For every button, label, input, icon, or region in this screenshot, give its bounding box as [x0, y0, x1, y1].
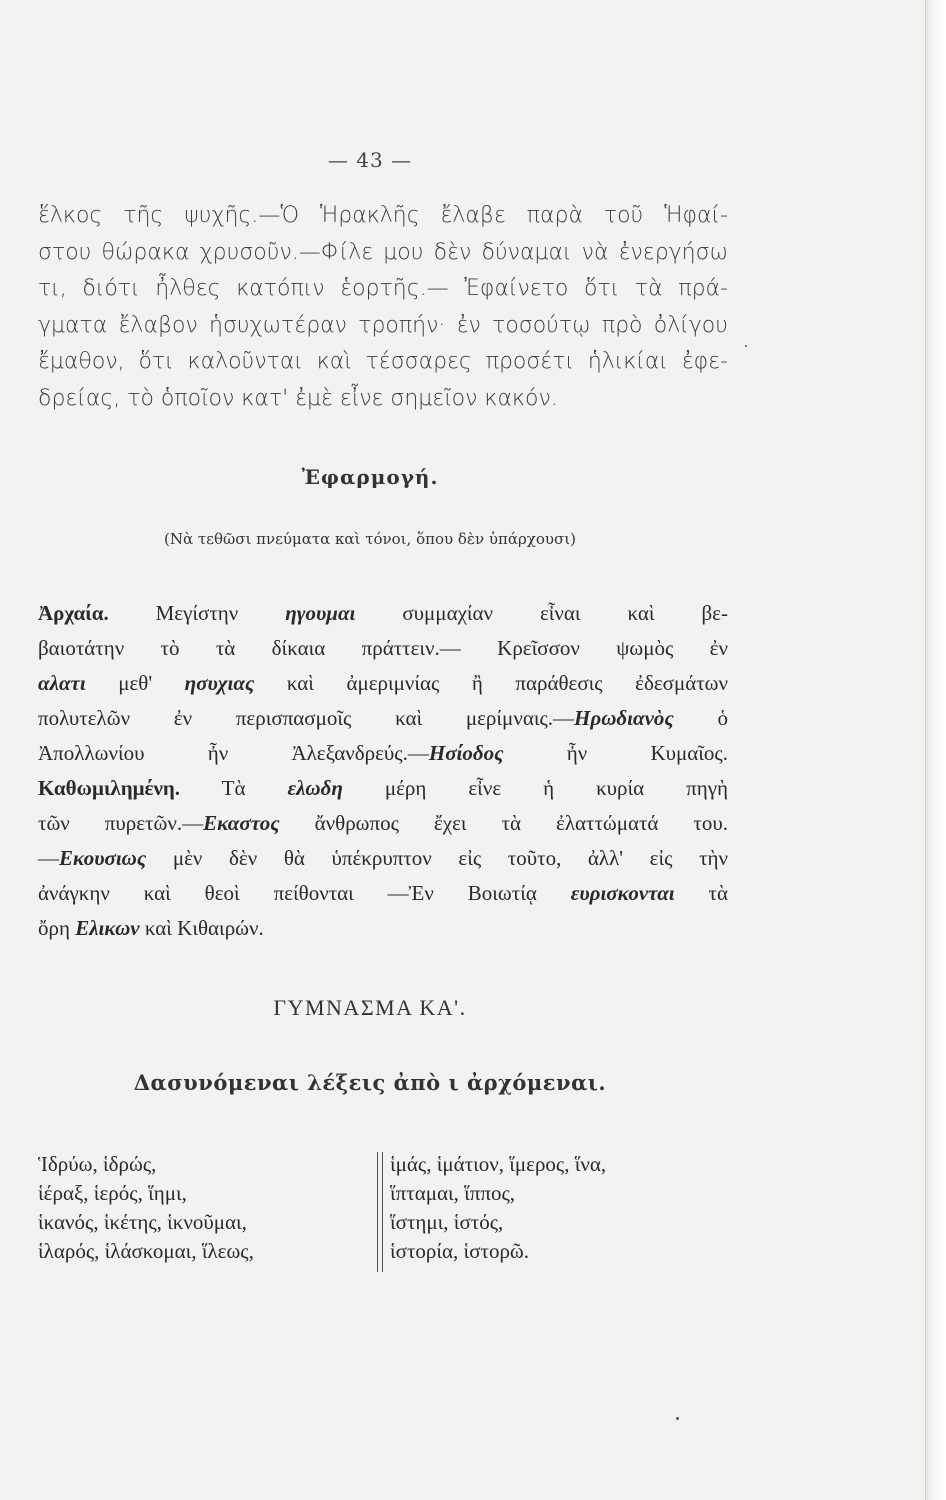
text-run: καὶ Κιθαιρών. [139, 916, 264, 940]
text-line: γματα ἔλαβον ἡσυχωτέραν τροπήν· ἐν τοσούτῳ πρὸ ὀλίγου [38, 312, 728, 338]
text-run: πολυτελῶν ἐν περισπασμοῖς καὶ μερίμναις.— [38, 706, 575, 730]
text-run: μέρη εἶνε ἡ κυρία πηγὴ [342, 776, 729, 800]
text-line: δρείας, τὸ ὁποῖον κατ' ἐμὲ εἶνε σημεῖον κακόν. [38, 385, 558, 411]
text-run: ἀνάγκην καὶ θεοὶ πείθονται —Ἐν Βοιωτίᾳ [38, 881, 571, 905]
list-item: ἱκανός, ἱκέτης, ἱκνοῦμαι, [38, 1210, 247, 1234]
paragraph-intro [38, 198, 728, 417]
exercise-word: Ησίοδος [428, 741, 504, 765]
text-line [38, 666, 728, 701]
exercise-word: αλατι [38, 671, 86, 695]
exercise-word: Ηρωδιανὸς [574, 706, 674, 730]
section-heading-words: Δασυνόμεναι λέξεις ἀπὸ ι ἀρχόμεναι. [133, 1070, 607, 1095]
text-line: τι, διότι ἦλθες κατόπιν ἑορτῆς.— Ἐφαίνετο ὅτι τὰ πρά- [38, 276, 728, 301]
chapter-title: ΓΥΜΝΑΣΜΑ ΚΑ'. [273, 995, 467, 1020]
text-run: — [38, 846, 59, 870]
text-line [38, 736, 728, 771]
exercise-word: ησυχιας [184, 671, 255, 695]
text-run: ἄνθρωπος ἔχει τὰ ἐλαττώματά του. [279, 811, 728, 835]
list-item: ἱέραξ, ἱερός, ἵημι, [38, 1181, 187, 1205]
subheading-modern: Καθωμιλημένη. [38, 776, 181, 800]
exercise-word: ηγουμαι [285, 601, 356, 625]
list-item: ἱλαρός, ἱλάσκομαι, ἵλεως, [38, 1239, 254, 1263]
section-heading-application: Ἐφαρμογή. [301, 465, 439, 489]
page-edge [925, 0, 946, 1500]
exercise-instruction: (Νὰ τεθῶσι πνεύματα καὶ τόνοι, ὅπου δὲν ὑπάρχουσι) [164, 530, 576, 548]
column-divider [377, 1152, 383, 1272]
text-run: Τὰ [180, 776, 288, 800]
text-line: ἔμαθον, ὅτι καλοῦνται καὶ τέσσαρες προσέτι ἡλικίαι ἐφε- [38, 349, 728, 374]
text-run: ἦν Κυμαῖος. [503, 741, 728, 765]
text-run: ὄρη [38, 916, 76, 940]
exercise-word: ελωδη [287, 776, 343, 800]
list-item: ἵπταμαι, ἵππος, [390, 1181, 516, 1205]
text-run: μὲν δὲν θὰ ὑπέκρυπτον εἰς τοῦτο, ἀλλ' εἰς τὴν [146, 846, 728, 870]
text-line [38, 876, 728, 911]
text-line [38, 701, 728, 736]
text-line: ἕλκος τῆς ψυχῆς.—Ὁ Ἡρακλῆς ἔλαβε παρὰ τοῦ Ἡφαί- [38, 203, 728, 228]
text-run: ὁ [673, 706, 729, 730]
text-line: στου θώρακα χρυσοῦν.—Φίλε μου δὲν δύναμαι νὰ ἐνεργήσω [38, 239, 728, 265]
ink-speck [676, 1417, 679, 1420]
subheading-ancient: Ἀρχαία. [38, 601, 109, 625]
page-number: — 43 — [327, 148, 413, 172]
exercise-word: Εκουσιως [59, 846, 147, 870]
exercise-word: Ελικων [75, 916, 140, 940]
exercise-text [38, 596, 728, 946]
text-run: Μεγίστην [108, 601, 286, 625]
list-item: ἱμάς, ἱμάτιον, ἵμερος, ἵνα, [390, 1152, 607, 1176]
text-line [38, 806, 728, 841]
word-list-left [38, 1150, 368, 1266]
text-line: βαιοτάτην τὸ τὰ δίκαια πράττειν.— Κρεῖσσον ψωμὸς ἐν [38, 636, 728, 660]
text-run: τὰ [674, 881, 728, 905]
text-line [38, 911, 728, 946]
text-run: συμμαχίαν εἶναι καὶ βε- [355, 601, 728, 625]
list-item: ἵστημι, ἱστός, [390, 1210, 504, 1234]
exercise-word: ευρισκονται [570, 881, 675, 905]
text-line [38, 841, 728, 876]
exercise-word: Εκαστος [203, 811, 280, 835]
word-list-right [390, 1150, 730, 1266]
list-item: Ἱδρύω, ἱδρώς, [38, 1152, 157, 1176]
list-item: ἱστορία, ἱστορῶ. [390, 1239, 530, 1263]
ink-speck [745, 345, 747, 347]
text-run: Ἀπολλωνίου ἦν Ἀλεξανδρεύς.— [38, 741, 429, 765]
text-run: καὶ ἀμεριμνίας ἢ παράθεσις ἐδεσμάτων [254, 671, 728, 695]
text-run: τῶν πυρετῶν.— [38, 811, 204, 835]
text-line [38, 596, 728, 631]
text-line [38, 771, 728, 806]
text-run: μεθ' [85, 671, 185, 695]
